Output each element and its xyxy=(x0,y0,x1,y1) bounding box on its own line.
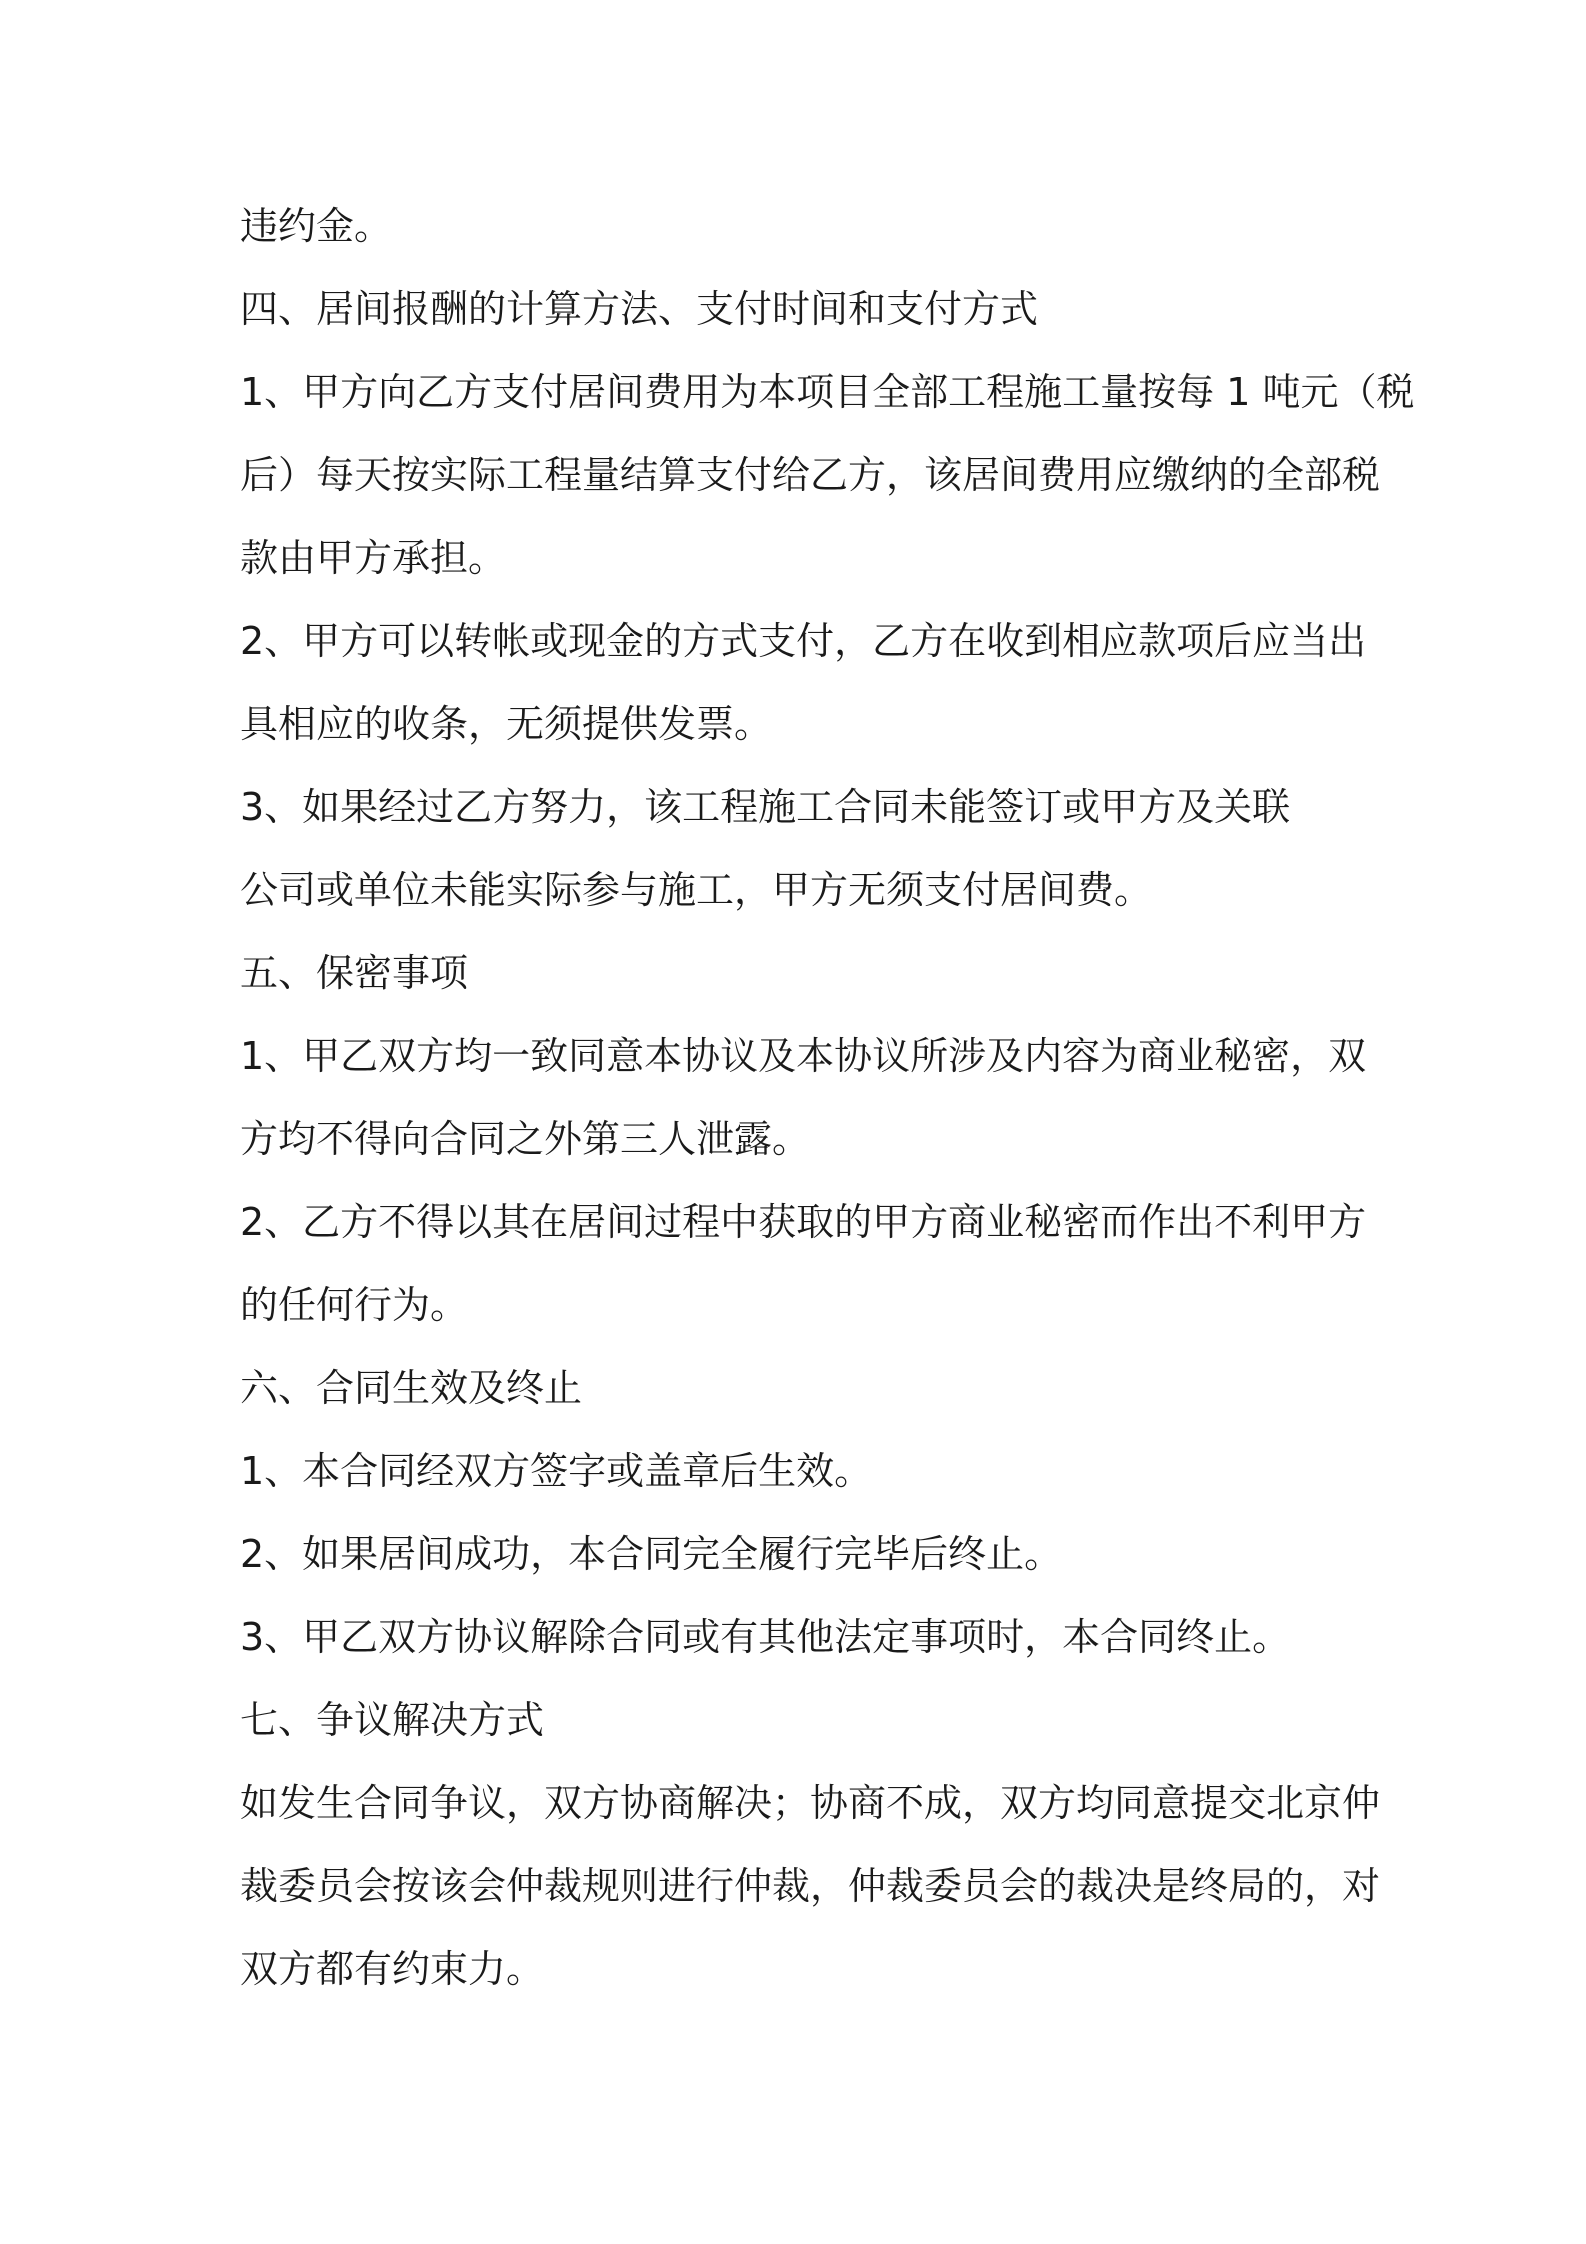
text-line: 3、如果经过乙方努力，该工程施工合同未能签订或甲方及关联 xyxy=(240,785,1291,829)
text-line: 公司或单位未能实际参与施工，甲方无须支付居间费。 xyxy=(240,868,1153,912)
text-line: 1、甲乙双方均一致同意本协议及本协议所涉及内容为商业秘密，双 xyxy=(240,1034,1367,1078)
text-line: 2、如果居间成功，本合同完全履行完毕后终止。 xyxy=(240,1532,1063,1576)
text-line: 3、甲乙双方协议解除合同或有其他法定事项时，本合同终止。 xyxy=(240,1615,1291,1659)
text-line: 2、乙方不得以其在居间过程中获取的甲方商业秘密而作出不利甲方 xyxy=(240,1200,1367,1244)
document-body xyxy=(240,185,1415,2011)
text-line: 双方都有约束力。 xyxy=(240,1947,545,1991)
section-heading-7: 七、争议解决方式 xyxy=(240,1698,545,1742)
section-heading-4: 四、居间报酬的计算方法、支付时间和支付方式 xyxy=(240,287,1039,331)
text-line: 后）每天按实际工程量结算支付给乙方，该居间费用应缴纳的全部税 xyxy=(240,453,1381,497)
section-heading-5: 五、保密事项 xyxy=(240,951,469,995)
text-line: 方均不得向合同之外第三人泄露。 xyxy=(240,1117,811,1161)
text-line: 1、甲方向乙方支付居间费用为本项目全部工程施工量按每 1 吨元（税 xyxy=(240,370,1415,414)
section-heading-6: 六、合同生效及终止 xyxy=(240,1366,583,1410)
text-line: 的任何行为。 xyxy=(240,1283,469,1327)
text-line: 1、本合同经双方签字或盖章后生效。 xyxy=(240,1449,873,1493)
text-line: 款由甲方承担。 xyxy=(240,536,507,580)
text-line: 如发生合同争议，双方协商解决；协商不成，双方均同意提交北京仲 xyxy=(240,1781,1381,1825)
text-line: 违约金。 xyxy=(240,204,393,248)
text-line: 具相应的收条，无须提供发票。 xyxy=(240,702,773,746)
text-line: 裁委员会按该会仲裁规则进行仲裁，仲裁委员会的裁决是终局的，对 xyxy=(240,1864,1381,1908)
text-line: 2、甲方可以转帐或现金的方式支付，乙方在收到相应款项后应当出 xyxy=(240,619,1367,663)
